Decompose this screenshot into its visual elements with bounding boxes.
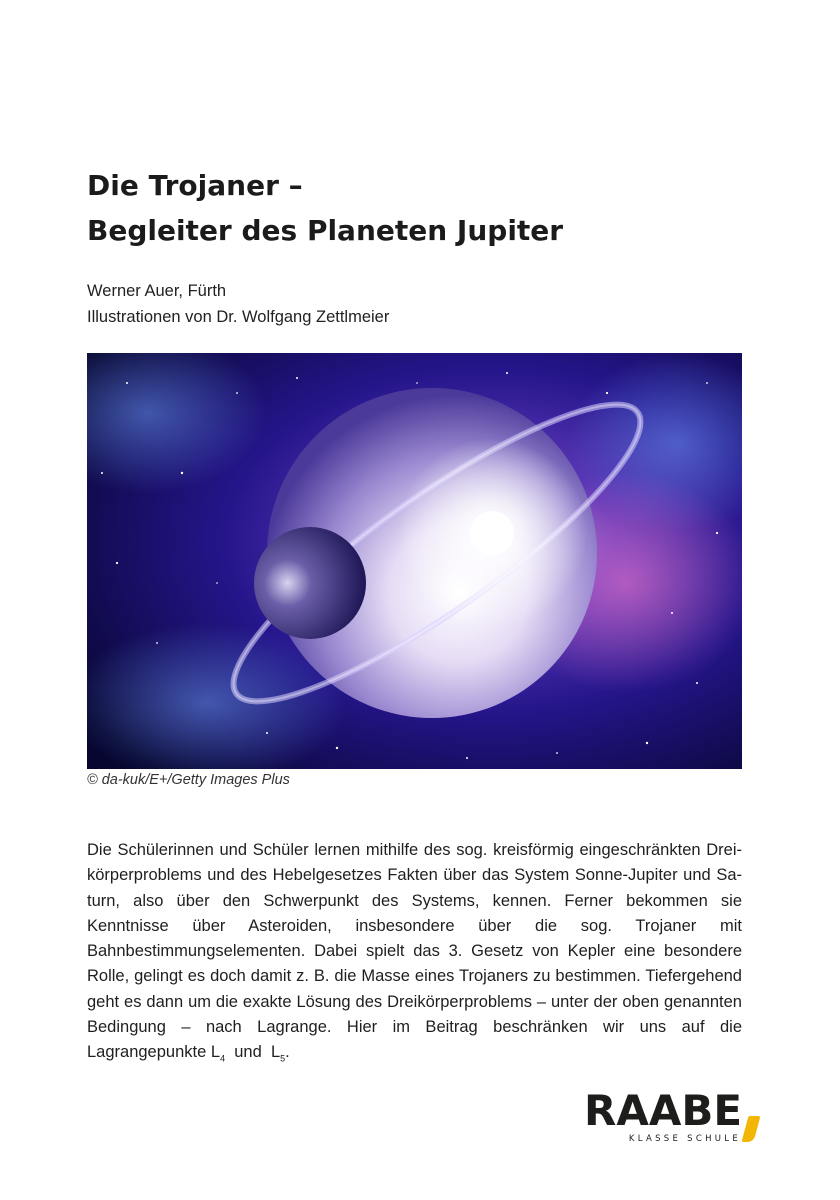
raabe-logo <box>584 1086 759 1150</box>
lagrange-end: . <box>285 1043 290 1062</box>
logo-word-text: RAABE <box>584 1086 743 1135</box>
lagrange-l5-sub: 5 <box>280 1053 286 1064</box>
logo-wordmark <box>584 1086 759 1135</box>
lagrange-l4-base: L <box>210 1043 221 1062</box>
lagrange-points <box>210 1043 290 1064</box>
abstract-paragraph <box>87 838 742 1072</box>
logo-tagline: KLASSE SCHULE <box>628 1134 741 1144</box>
document-title <box>87 163 767 253</box>
title-line-1: Die Trojaner – <box>87 169 303 202</box>
title-line-2: Begleiter des Planeten Jupiter <box>87 214 564 247</box>
author-block <box>87 278 767 330</box>
lagrange-l4-sub: 4 <box>220 1053 226 1064</box>
lagrange-and: und <box>234 1043 262 1062</box>
space-illustration <box>87 353 742 769</box>
author-name: Werner Auer, Fürth <box>87 282 227 300</box>
abstract-text: Die Schülerinnen und Schüler lernen mithilfe des sog. kreisförmig eingeschränkten Dreikörperproblems und des Hebelgesetzes Fakten über das System Sonne-Jupiter und Saturn, also über den Schwerpunkt des Systems, kennen. Ferner bekommen sie Kenntnisse über Asteroiden, insbesondere über die sog. Trojaner mit Bahnbestimmungselementen. Dabei spielt das 3. Gesetz von Kepler eine besondere Rolle, gelingt es doch damit z. B. die Masse eines Trojaners zu bestimmen. Tiefergehend geht es dann um die exakte Lösung des Dreikörperproblems – unter der oben genannten Bedingung – nach Lagrange. Hier im Beitrag beschränken wir uns auf die Lagrangepunkte <box>87 841 742 1062</box>
illustrator-name: Illustrationen von Dr. Wolfgang Zettlmeier <box>87 308 390 326</box>
lagrange-l5-base: L <box>270 1043 281 1062</box>
planet-image <box>87 353 742 769</box>
image-credit: © da-kuk/E+/Getty Images Plus <box>87 772 290 788</box>
